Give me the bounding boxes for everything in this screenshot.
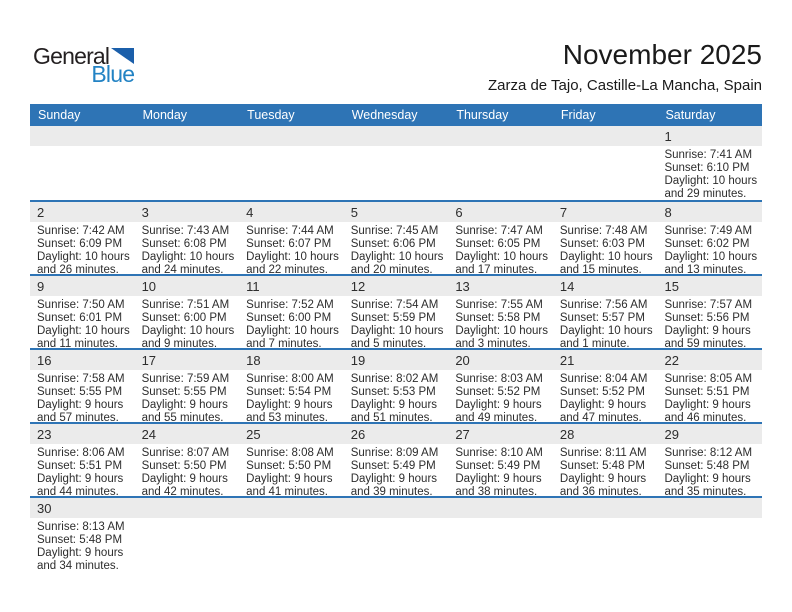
day-number-band <box>30 350 135 370</box>
detail-line: Sunrise: 7:43 AM <box>141 225 230 237</box>
detail-line: Sunset: 5:53 PM <box>350 386 436 398</box>
day-cell-20 <box>448 350 553 422</box>
day-number-band <box>239 498 344 518</box>
day-cell-5 <box>344 202 449 274</box>
day-number: 4 <box>246 205 254 220</box>
weekday-header-thursday: Thursday <box>456 108 509 122</box>
detail-line: Sunset: 5:50 PM <box>246 460 332 472</box>
detail-line: Sunset: 5:52 PM <box>455 386 541 398</box>
detail-line: Daylight: 9 hours <box>246 473 333 485</box>
detail-line: Daylight: 10 hours <box>455 325 549 337</box>
day-details <box>135 444 240 496</box>
day-cell-18 <box>239 350 344 422</box>
detail-line: and 59 minutes. <box>664 338 747 348</box>
day-number: 6 <box>455 205 463 220</box>
detail-line: Sunrise: 7:55 AM <box>455 299 543 311</box>
day-number: 11 <box>246 279 260 294</box>
day-cell-empty <box>135 126 240 200</box>
day-number-band <box>553 498 658 518</box>
day-cell-empty <box>657 498 762 570</box>
detail-line: Sunrise: 8:04 AM <box>559 373 648 385</box>
detail-line: Sunrise: 7:42 AM <box>37 225 125 237</box>
detail-line: Sunrise: 7:51 AM <box>141 299 230 311</box>
detail-line: Daylight: 10 hours <box>559 325 653 337</box>
detail-line: Sunset: 6:10 PM <box>664 162 750 174</box>
detail-line: and 41 minutes. <box>246 486 328 496</box>
weekday-header-monday: Monday <box>142 108 188 122</box>
detail-line: Sunrise: 8:10 AM <box>455 447 543 459</box>
day-details <box>239 222 344 274</box>
detail-line: Daylight: 10 hours <box>559 251 653 263</box>
day-number: 27 <box>455 427 470 442</box>
detail-line: Daylight: 10 hours <box>664 175 758 187</box>
detail-line: and 53 minutes. <box>246 412 328 422</box>
day-details <box>448 146 553 149</box>
detail-line: Sunset: 5:52 PM <box>559 386 645 398</box>
logo-text-blue: Blue <box>91 61 135 87</box>
detail-line: and 29 minutes. <box>664 188 747 200</box>
day-details <box>344 444 449 496</box>
day-cell-empty <box>30 126 135 200</box>
weekday-header-friday: Friday <box>560 108 596 122</box>
detail-line: Daylight: 10 hours <box>246 325 339 337</box>
detail-line: Daylight: 10 hours <box>141 251 235 263</box>
day-number: 9 <box>37 279 45 294</box>
day-cell-16 <box>30 350 135 422</box>
day-cell-29 <box>657 424 762 496</box>
detail-line: and 7 minutes. <box>246 338 322 348</box>
detail-line: Sunrise: 7:56 AM <box>559 299 648 311</box>
day-number: 18 <box>246 353 261 368</box>
day-number: 20 <box>455 353 470 368</box>
day-number: 5 <box>350 205 358 220</box>
detail-line: Sunset: 5:58 PM <box>455 312 541 324</box>
day-cell-empty <box>553 498 658 570</box>
detail-line: Sunset: 5:55 PM <box>37 386 123 398</box>
detail-line: Sunset: 5:50 PM <box>141 460 227 472</box>
detail-line: Sunrise: 7:48 AM <box>559 225 648 237</box>
title-block <box>488 38 762 94</box>
day-details <box>344 146 449 149</box>
day-details <box>657 518 762 521</box>
day-number: 7 <box>559 205 568 220</box>
day-number: 30 <box>37 501 52 516</box>
detail-line: Daylight: 10 hours <box>37 251 130 263</box>
detail-line: Sunset: 6:05 PM <box>455 238 541 250</box>
day-details <box>553 370 658 422</box>
weekday-header-wednesday: Wednesday <box>351 108 418 122</box>
detail-line: Daylight: 10 hours <box>141 325 235 337</box>
day-number: 8 <box>664 205 672 220</box>
detail-line: and 13 minutes. <box>664 264 747 274</box>
day-details <box>448 518 553 521</box>
day-cell-empty <box>553 126 658 200</box>
detail-line: and 22 minutes. <box>246 264 328 274</box>
day-cell-7 <box>553 202 658 274</box>
detail-line: Daylight: 10 hours <box>350 325 444 337</box>
day-details <box>448 296 553 348</box>
day-details <box>553 444 658 496</box>
day-number-band <box>448 202 553 222</box>
day-number-band <box>448 126 553 146</box>
day-details <box>657 370 762 422</box>
day-number: 24 <box>141 427 157 442</box>
detail-line: Sunrise: 8:05 AM <box>664 373 753 385</box>
day-cell-30 <box>30 498 135 570</box>
day-details <box>239 296 344 348</box>
detail-line: Sunset: 6:00 PM <box>246 312 332 324</box>
day-cell-empty <box>135 498 240 570</box>
day-cell-9 <box>30 276 135 348</box>
day-number-band <box>344 350 449 370</box>
day-number-band <box>657 202 762 222</box>
day-details <box>657 296 762 348</box>
detail-line: and 46 minutes. <box>664 412 747 422</box>
day-details <box>553 222 658 274</box>
day-cell-15 <box>657 276 762 348</box>
detail-line: Daylight: 10 hours <box>246 251 339 263</box>
detail-line: and 34 minutes. <box>37 560 119 570</box>
day-number-band <box>239 350 344 370</box>
day-number-band <box>239 202 344 222</box>
day-number-band <box>344 126 449 146</box>
detail-line: and 39 minutes. <box>350 486 433 496</box>
day-number: 13 <box>455 279 470 294</box>
day-cell-22 <box>657 350 762 422</box>
detail-line: and 1 minute. <box>559 338 630 348</box>
detail-line: Sunset: 5:51 PM <box>664 386 750 398</box>
detail-line: Sunrise: 7:54 AM <box>350 299 439 311</box>
day-number: 17 <box>141 353 157 368</box>
detail-line: and 57 minutes. <box>37 412 119 422</box>
detail-line: Sunset: 6:08 PM <box>141 238 227 250</box>
detail-line: and 44 minutes. <box>37 486 119 496</box>
day-number-band <box>239 126 344 146</box>
detail-line: Daylight: 10 hours <box>455 251 549 263</box>
detail-line: Sunrise: 8:08 AM <box>246 447 334 459</box>
day-number: 16 <box>37 353 52 368</box>
day-details <box>448 222 553 274</box>
detail-line: Sunset: 6:07 PM <box>246 238 332 250</box>
detail-line: Sunset: 6:09 PM <box>37 238 123 250</box>
day-cell-28 <box>553 424 658 496</box>
day-number-band <box>30 498 135 518</box>
day-number-band <box>657 498 762 518</box>
day-number-band <box>553 350 658 370</box>
detail-line: Daylight: 9 hours <box>664 399 751 411</box>
detail-line: Sunrise: 7:47 AM <box>455 225 543 237</box>
detail-line: Daylight: 9 hours <box>141 473 228 485</box>
weekday-header-sunday: Sunday <box>38 108 81 122</box>
week-row <box>30 496 762 570</box>
day-cell-empty <box>239 498 344 570</box>
detail-line: Daylight: 9 hours <box>559 473 647 485</box>
day-cell-10 <box>135 276 240 348</box>
day-details <box>30 444 135 496</box>
day-cell-8 <box>657 202 762 274</box>
detail-line: and 35 minutes. <box>664 486 747 496</box>
day-details <box>135 222 240 274</box>
day-number-band <box>657 126 762 146</box>
day-number-band <box>344 424 449 444</box>
day-details <box>239 518 344 521</box>
day-number: 10 <box>141 279 157 294</box>
detail-line: and 15 minutes. <box>559 264 642 274</box>
day-number: 23 <box>37 427 52 442</box>
day-number-band <box>239 424 344 444</box>
day-number-band <box>239 276 344 296</box>
detail-line: Daylight: 9 hours <box>141 399 228 411</box>
detail-line: Sunrise: 8:13 AM <box>37 521 125 533</box>
detail-line: Sunrise: 7:52 AM <box>246 299 334 311</box>
detail-line: and 5 minutes. <box>350 338 427 348</box>
day-details <box>448 370 553 422</box>
general-blue-logo <box>33 45 134 87</box>
detail-line: Sunrise: 7:50 AM <box>37 299 125 311</box>
day-number-band <box>657 424 762 444</box>
detail-line: Sunrise: 7:59 AM <box>141 373 230 385</box>
day-number-band <box>448 350 553 370</box>
day-details <box>30 370 135 422</box>
day-details <box>553 518 658 521</box>
day-cell-empty <box>448 126 553 200</box>
day-details <box>657 146 762 200</box>
detail-line: Daylight: 9 hours <box>455 399 542 411</box>
detail-line: Sunset: 6:02 PM <box>664 238 750 250</box>
detail-line: Daylight: 9 hours <box>246 399 333 411</box>
calendar-weeks <box>30 126 762 570</box>
detail-line: Sunrise: 8:07 AM <box>141 447 230 459</box>
day-number: 3 <box>141 205 149 220</box>
detail-line: Sunrise: 7:45 AM <box>350 225 439 237</box>
day-number: 29 <box>664 427 679 442</box>
day-details <box>239 146 344 149</box>
day-number-band <box>553 126 658 146</box>
day-cell-empty <box>239 126 344 200</box>
detail-line: and 51 minutes. <box>350 412 433 422</box>
detail-line: and 20 minutes. <box>350 264 433 274</box>
detail-line: Sunrise: 8:11 AM <box>559 447 647 459</box>
day-number-band <box>448 424 553 444</box>
day-number-band <box>344 498 449 518</box>
detail-line: Sunrise: 7:58 AM <box>37 373 125 385</box>
day-number-band <box>135 126 240 146</box>
day-number: 26 <box>350 427 366 442</box>
detail-line: Sunrise: 8:03 AM <box>455 373 543 385</box>
day-number-band <box>135 276 240 296</box>
week-row <box>30 274 762 348</box>
week-row <box>30 200 762 274</box>
day-details <box>239 444 344 496</box>
day-number: 19 <box>350 353 366 368</box>
logo-text-general: General <box>33 43 110 69</box>
detail-line: Sunset: 6:01 PM <box>37 312 123 324</box>
weekday-header-saturday: Saturday <box>665 108 716 122</box>
day-number-band <box>30 276 135 296</box>
day-details <box>239 370 344 422</box>
day-cell-23 <box>30 424 135 496</box>
detail-line: Daylight: 9 hours <box>37 473 124 485</box>
day-details <box>553 146 658 149</box>
detail-line: Sunrise: 8:06 AM <box>37 447 125 459</box>
day-number-band <box>448 276 553 296</box>
detail-line: Daylight: 9 hours <box>350 473 438 485</box>
detail-line: Sunrise: 7:49 AM <box>664 225 753 237</box>
detail-line: Sunrise: 8:00 AM <box>246 373 334 385</box>
day-cell-19 <box>344 350 449 422</box>
week-row <box>30 126 762 200</box>
detail-line: Sunset: 5:59 PM <box>350 312 436 324</box>
day-number: 14 <box>559 279 575 294</box>
detail-line: Daylight: 9 hours <box>350 399 438 411</box>
weekday-header-tuesday: Tuesday <box>247 108 295 122</box>
day-cell-12 <box>344 276 449 348</box>
day-cell-27 <box>448 424 553 496</box>
detail-line: Sunset: 5:54 PM <box>246 386 332 398</box>
day-number: 12 <box>350 279 366 294</box>
day-details <box>344 518 449 521</box>
day-details <box>553 296 658 348</box>
detail-line: Sunrise: 7:44 AM <box>246 225 334 237</box>
detail-line: Sunset: 6:03 PM <box>559 238 645 250</box>
day-number-band <box>30 126 135 146</box>
detail-line: Daylight: 10 hours <box>37 325 130 337</box>
day-cell-24 <box>135 424 240 496</box>
day-cell-17 <box>135 350 240 422</box>
detail-line: and 24 minutes. <box>141 264 224 274</box>
detail-line: Sunset: 5:49 PM <box>350 460 436 472</box>
day-details <box>657 444 762 496</box>
day-number-band <box>344 202 449 222</box>
day-cell-25 <box>239 424 344 496</box>
day-number-band <box>30 424 135 444</box>
detail-line: Sunset: 5:49 PM <box>455 460 541 472</box>
day-cell-26 <box>344 424 449 496</box>
day-number-band <box>657 276 762 296</box>
detail-line: Daylight: 9 hours <box>37 399 124 411</box>
detail-line: Sunset: 5:57 PM <box>559 312 645 324</box>
month-title: November 2025 <box>562 39 762 70</box>
detail-line: Sunrise: 7:57 AM <box>664 299 753 311</box>
day-number-band <box>448 498 553 518</box>
day-cell-empty <box>344 498 449 570</box>
detail-line: and 42 minutes. <box>141 486 224 496</box>
day-number-band <box>135 350 240 370</box>
day-number: 15 <box>664 279 679 294</box>
detail-line: Daylight: 9 hours <box>664 325 751 337</box>
day-cell-1 <box>657 126 762 200</box>
day-details <box>30 222 135 274</box>
day-cell-13 <box>448 276 553 348</box>
detail-line: Daylight: 10 hours <box>664 251 758 263</box>
day-details <box>30 146 135 149</box>
day-details <box>344 296 449 348</box>
detail-line: Daylight: 10 hours <box>350 251 444 263</box>
week-row <box>30 348 762 422</box>
detail-line: Sunset: 5:51 PM <box>37 460 123 472</box>
week-row <box>30 422 762 496</box>
detail-line: and 9 minutes. <box>141 338 218 348</box>
day-cell-11 <box>239 276 344 348</box>
day-details <box>30 518 135 570</box>
day-cell-2 <box>30 202 135 274</box>
day-cell-6 <box>448 202 553 274</box>
calendar-table <box>30 104 762 570</box>
day-details <box>30 296 135 348</box>
day-cell-empty <box>448 498 553 570</box>
detail-line: and 17 minutes. <box>455 264 538 274</box>
detail-line: and 49 minutes. <box>455 412 538 422</box>
day-details <box>448 444 553 496</box>
weekday-header-row <box>30 104 762 126</box>
detail-line: Daylight: 9 hours <box>664 473 751 485</box>
day-details <box>344 370 449 422</box>
day-details <box>135 370 240 422</box>
detail-line: and 36 minutes. <box>559 486 642 496</box>
day-cell-empty <box>344 126 449 200</box>
day-number: 22 <box>664 353 679 368</box>
day-details <box>135 518 240 521</box>
detail-line: and 26 minutes. <box>37 264 119 274</box>
day-number-band <box>344 276 449 296</box>
detail-line: Sunset: 5:56 PM <box>664 312 750 324</box>
day-number-band <box>553 424 658 444</box>
detail-line: Sunrise: 7:41 AM <box>664 149 753 161</box>
detail-line: Sunset: 5:55 PM <box>141 386 227 398</box>
detail-line: Sunrise: 8:12 AM <box>664 447 753 459</box>
detail-line: Daylight: 9 hours <box>37 547 124 559</box>
detail-line: and 3 minutes. <box>455 338 531 348</box>
day-number-band <box>553 276 658 296</box>
day-number: 28 <box>559 427 575 442</box>
day-details <box>135 296 240 348</box>
day-cell-4 <box>239 202 344 274</box>
day-number-band <box>657 350 762 370</box>
day-cell-3 <box>135 202 240 274</box>
day-number-band <box>553 202 658 222</box>
detail-line: and 11 minutes. <box>37 338 118 348</box>
detail-line: and 38 minutes. <box>455 486 538 496</box>
detail-line: Sunset: 5:48 PM <box>37 534 123 546</box>
day-cell-21 <box>553 350 658 422</box>
day-details <box>135 146 240 149</box>
day-number: 2 <box>37 205 45 220</box>
day-number-band <box>30 202 135 222</box>
day-cell-14 <box>553 276 658 348</box>
detail-line: Sunset: 6:06 PM <box>350 238 436 250</box>
day-number: 25 <box>246 427 261 442</box>
location-subtitle: Zarza de Tajo, Castille-La Mancha, Spain <box>487 77 762 94</box>
day-details <box>657 222 762 274</box>
detail-line: Sunset: 6:00 PM <box>141 312 227 324</box>
detail-line: Sunrise: 8:02 AM <box>350 373 439 385</box>
detail-line: Sunset: 5:48 PM <box>664 460 750 472</box>
day-number-band <box>135 202 240 222</box>
day-number: 1 <box>664 129 672 144</box>
day-number: 21 <box>559 353 575 368</box>
day-details <box>344 222 449 274</box>
detail-line: Daylight: 9 hours <box>559 399 647 411</box>
detail-line: and 47 minutes. <box>559 412 642 422</box>
day-number-band <box>135 424 240 444</box>
day-number-band <box>135 498 240 518</box>
detail-line: and 55 minutes. <box>141 412 224 422</box>
detail-line: Daylight: 9 hours <box>455 473 542 485</box>
detail-line: Sunset: 5:48 PM <box>559 460 645 472</box>
detail-line: Sunrise: 8:09 AM <box>350 447 439 459</box>
